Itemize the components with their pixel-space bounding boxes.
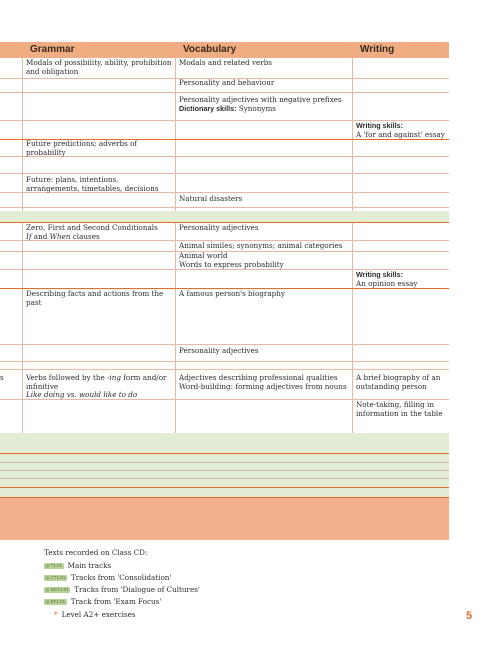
row-rule: [0, 470, 449, 471]
legend-label: Tracks from 'Dialogue of Cultures': [74, 585, 200, 594]
row-rule: [0, 462, 449, 463]
vocab-famous-biography: A famous person's biography: [179, 289, 285, 298]
vocab-animal-similes: Animal similes; synonyms; animal categories: [179, 241, 343, 250]
col-rule: [22, 58, 23, 211]
vocab-modals: Modals and related verbs: [179, 58, 272, 67]
star-icon: *: [54, 610, 58, 619]
grammar-modals: Modals of possibility, ability, prohibition and obligation: [26, 58, 172, 76]
vocab-professional-qualities: [179, 374, 351, 391]
vocab-animal-world: [179, 252, 349, 269]
grammar-conditionals-text: Zero, First and Second Conditionals: [26, 223, 158, 232]
col-rule: [352, 222, 353, 433]
col-rule: [22, 222, 23, 433]
writing-header: Writing: [360, 44, 395, 55]
cd-track-icon: ◎ T1.01: [45, 563, 63, 568]
writing-opinion-essay: [356, 271, 449, 288]
writing-skills-label: Writing skills:: [356, 270, 403, 279]
vocab-animal-world-text: Animal world: [179, 251, 228, 260]
grammar-and: and: [31, 231, 50, 241]
grammar-ing-infinitive: [26, 374, 172, 400]
row-rule: [0, 344, 449, 345]
legend-item-exam: [44, 597, 161, 606]
grammar-when: When: [49, 231, 71, 241]
legend-item-main: [44, 561, 111, 570]
cd-track-icon: ◎ CT1.01: [45, 575, 66, 580]
writing-biography: A brief biography of an outstanding person: [356, 373, 441, 391]
col-rule: [352, 58, 353, 211]
vocab-word-building-text: Word-building: forming adjectives from nouns: [179, 381, 347, 391]
cd-track-icon: ◎ EF1.01: [45, 599, 66, 604]
grammar-clauses: clauses: [70, 231, 100, 241]
vocab-personality-behaviour: Personality and behaviour: [179, 78, 275, 87]
vocabulary-header: Vocabulary: [183, 44, 237, 55]
col-rule: [175, 58, 176, 211]
vocab-natural-disasters: Natural disasters: [179, 194, 243, 203]
legend-item-dialogue: [44, 585, 200, 594]
writing-for-against-text: A 'for and against' essay: [356, 129, 445, 139]
writing-note-taking: Note-taking, filling in information in the table: [356, 400, 443, 418]
dictionary-skills-label: Dictionary skills:: [179, 103, 237, 113]
cd-track-icon: ◎ DCT1.01: [45, 587, 69, 592]
writing-skills-label: Writing skills:: [356, 121, 403, 130]
row-rule: [0, 207, 449, 208]
writing-opinion-essay-text: An opinion essay: [356, 278, 418, 288]
col-rule: [175, 222, 176, 433]
row-rule: [0, 478, 449, 479]
left-fragment: s: [0, 373, 4, 382]
legend-label: Track from 'Exam Focus': [70, 597, 162, 606]
footer-band-light: [0, 453, 449, 497]
footer-band-orange: [0, 497, 449, 540]
table-header: [0, 42, 449, 58]
grammar-future-plans: Future: plans, intentions, arrangements, timetables, decisions: [26, 175, 159, 193]
vocab-professional-qualities-text: Adjectives describing professional qualities: [179, 373, 338, 382]
row-rule: [0, 92, 449, 93]
dictionary-skills-text: Synonyms: [236, 103, 276, 113]
writing-for-against: [356, 122, 449, 139]
section-rule: [0, 487, 449, 488]
grammar-past-facts: Describing facts and actions from the past: [26, 289, 164, 307]
grammar-like-doing: Like doing vs. would like to do: [26, 390, 138, 400]
legend-label: Main tracks: [67, 561, 112, 570]
legend-title: Texts recorded on Class CD:: [44, 548, 148, 557]
legend-label: Level A2+ exercises: [61, 610, 136, 619]
legend-label: Tracks from 'Consolidation': [70, 573, 172, 582]
grammar-ing-suffix: form and/or infinitive: [26, 373, 167, 391]
page-number: 5: [466, 610, 473, 622]
grammar-future-predictions: Future predictions; adverbs of probability: [26, 139, 138, 157]
vocab-negative-prefixes-text: Personality adjectives with negative prefixes: [179, 95, 342, 104]
vocab-probability-text: Words to express probability: [179, 259, 284, 269]
grammar-if: If: [26, 231, 32, 241]
legend-item-level: [54, 610, 136, 619]
section-rule: [0, 453, 449, 454]
grammar-header: Grammar: [30, 44, 75, 55]
legend-item-consolidation: [44, 573, 171, 582]
vocab-negative-prefixes: [179, 96, 349, 113]
row-rule: [0, 369, 449, 370]
grammar-ing-prefix: Verbs followed by the: [26, 373, 107, 382]
grammar-conditionals: [26, 224, 172, 241]
footer-band-green: [0, 433, 449, 453]
vocab-personality-adjectives: Personality adjectives: [179, 223, 259, 232]
section-rule: [0, 497, 449, 498]
vocab-personality-adjectives-2: Personality adjectives: [179, 346, 259, 355]
grammar-ing: -ing: [107, 373, 121, 382]
section-band-green: [0, 211, 449, 222]
row-rule: [0, 173, 449, 174]
row-rule: [0, 361, 449, 362]
